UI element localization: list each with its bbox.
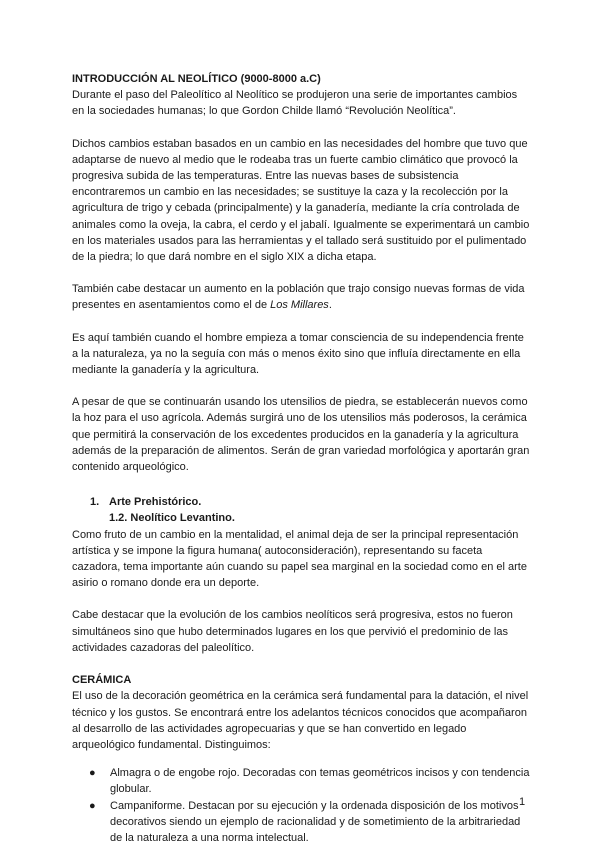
los-millares-italic: Los Millares: [270, 299, 329, 312]
intro-paragraph-2: Dichos cambios estaban basados en un cambio en las necesidades del hombre que tuvo que adaptarse de nuevo al medio que le rodeaba tras un fuerte cambio climático que provocó la progresiva subida de las temperaturas. Entre las nuevas bases de subsistencia encontraremos un cambio en las necesidades; se sustituye la caza y la recolección por la agricultura de trigo y cebada (principalmente) y la ganadería, mediante la cría controlada de animales como la oveja, la cabra, el cerdo y el jabalí. Igualmente se experimentará un cambio en los materiales usados para las herramientas y el tallado será sustituido por el pulimentado de la piedra; lo que dará nombre en el siglo XIX a dicha etapa.: [72, 137, 530, 264]
ceramica-list: [72, 765, 532, 846]
page-number: 1: [519, 796, 526, 808]
list-item-text: Almagra o de engobe rojo. Decoradas con temas geométricos incisos y con tendencia globular.: [110, 767, 530, 796]
arte-paragraph-1: Como fruto de un cambio en la mentalidad, el animal deja de ser la principal representación artística y se impone la figura humana( autoconsideración), representando su faceta cazadora, tema importante aún cuando su papel sea marginal en la sociedad como en el arte asirio o romano donde era un deporte.: [72, 528, 527, 590]
section-title: Arte Prehistórico.: [109, 496, 202, 509]
intro-paragraph-3-end: .: [328, 299, 332, 312]
ceramica-paragraph: El uso de la decoración geométrica en la cerámica será fundamental para la datación, el nivel técnico y los gustos. Se encontrará entre los adelantos técnicos conocidos que acompañaron al desarrollo de las actividades agropecuarias y que se han convertido en legado arqueológico fundamental. Distinguimos:: [72, 690, 529, 751]
intro-paragraph-3-text: También cabe destacar un aumento en la población que trajo consigo nuevas formas de vida presentes en asentamientos como el de: [72, 283, 525, 312]
bullet-icon: ●: [89, 767, 96, 780]
bullet-icon: ●: [89, 799, 96, 812]
intro-paragraph-5: A pesar de que se continuarán usando los utensilios de piedra, se establecerán nuevos como la hoz para el uso agrícola. Además surgirá uno de los utensilios más poderosos, la cerámica que permitirá la conservación de los excedentes producidos en la ganadería y la agricultura además de la preparación de alimentos. Serán de gran variedad morfológica y aportarán gran contenido arqueológico.: [72, 396, 530, 474]
ceramica-heading: CERÁMICA: [72, 674, 132, 687]
section-number: 1.: [90, 496, 100, 509]
list-item-text: Campaniforme. Destacan por su ejecución y la ordenada disposición de los motivos decorativos siendo un ejemplo de racionalidad y de sometimiento de la arbitrariedad de la naturaleza a una norma intelectual.: [110, 799, 521, 844]
arte-paragraph-2: Cabe destacar que la evolución de los cambios neolíticos será progresiva, estos no fueron simultáneos sino que hubo determinados lugares en los que pervivió el predominio de las actividades cazadoras del paleolítico.: [72, 609, 513, 654]
subsection-heading: 1.2. Neolítico Levantino.: [109, 512, 235, 525]
intro-paragraph-3: [72, 281, 532, 313]
document-page: [72, 71, 532, 846]
intro-paragraph-1: Durante el paso del Paleolítico al Neolítico se produjeron una serie de importantes cambios en la sociedades humanas; lo que Gordon Childe llamó “Revolución Neolítica”.: [72, 89, 518, 118]
list-item: [72, 798, 532, 847]
list-item: [72, 765, 532, 797]
intro-heading: INTRODUCCIÓN AL NEOLÍTICO (9000-8000 a.C): [72, 73, 321, 85]
intro-paragraph-4: Es aquí también cuando el hombre empieza a tomar consciencia de su independencia frente a la naturaleza, ya no la seguía con más o menos éxito sino que influía directamente en ella mediante la ganadería y la agricultura.: [72, 331, 524, 377]
section-arte-heading: [72, 494, 532, 510]
